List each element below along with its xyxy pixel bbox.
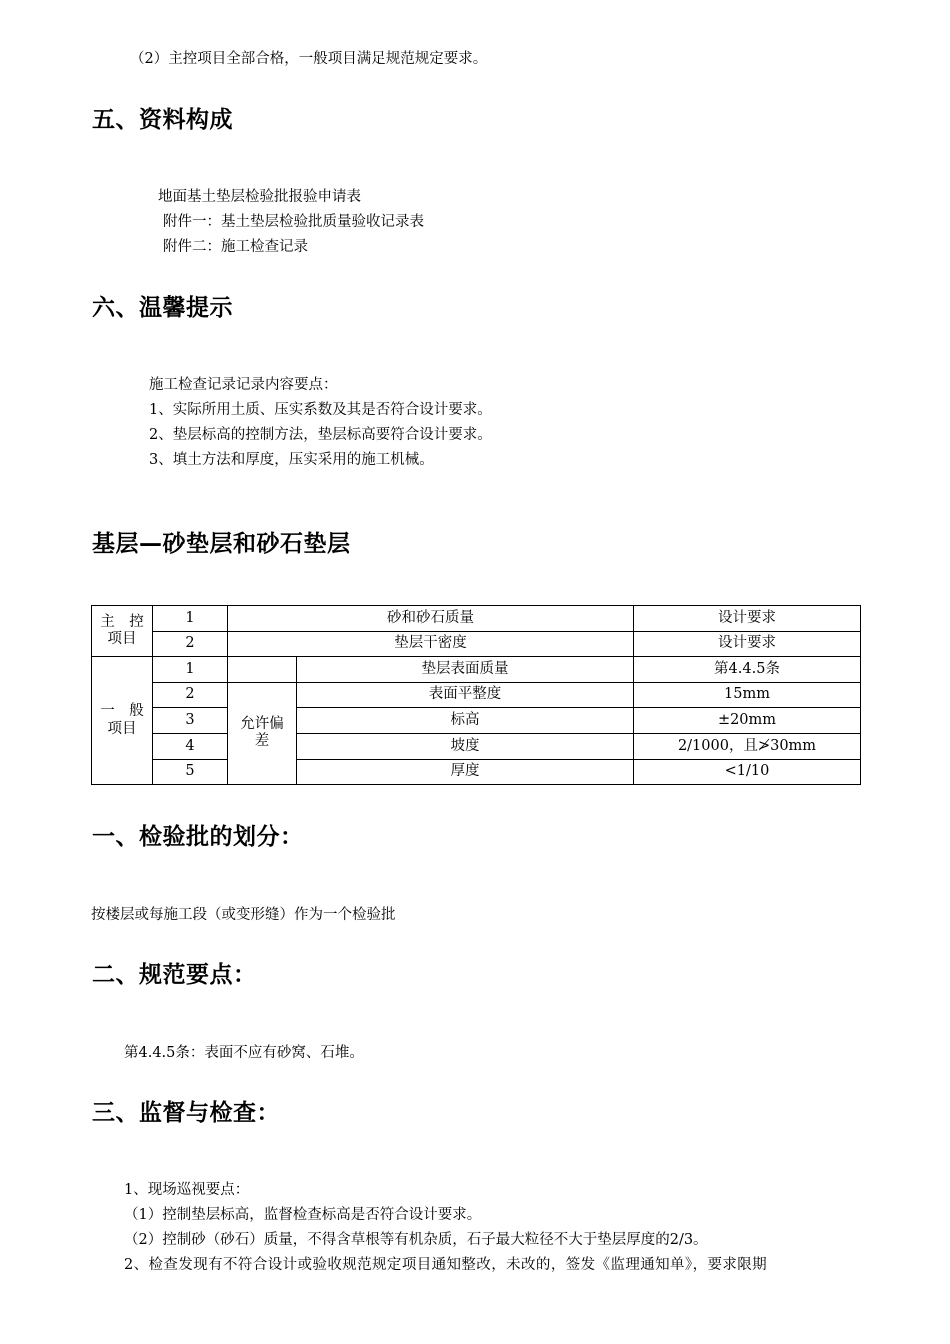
general-group-label-1: 一 般 (100, 703, 144, 720)
tolerance-label-2: 差 (254, 733, 270, 750)
section1-heading: 一、检验批的划分： (92, 824, 304, 850)
section3-line-4: 2、检查发现有不符合设计或验收规范规定项目通知整改，未改的，签发《监理通知单》，要求限期 (124, 1257, 768, 1273)
section5-line-3: 附件二：施工检查记录 (163, 239, 308, 255)
table-row (92, 657, 861, 683)
section6-heading: 六、温馨提示 (92, 295, 233, 321)
empty-cell (228, 657, 297, 683)
section5-line-1: 地面基土垫层检验批报验申请表 (158, 189, 361, 205)
item-name: 砂和砂石质量 (228, 606, 634, 632)
item-requirement: 第4.4.5条 (634, 657, 861, 683)
section3-line-1: 1、现场巡视要点： (124, 1182, 250, 1198)
section6-line-3: 2、垫层标高的控制方法，垫层标高要符合设计要求。 (149, 427, 492, 443)
tolerance-group-cell (228, 682, 297, 784)
row-number: 2 (153, 682, 228, 708)
table-row (92, 733, 861, 759)
general-group-label-2: 项目 (107, 720, 137, 737)
table-row (92, 708, 861, 734)
row-number: 2 (153, 631, 228, 657)
main-group-label-1: 主 控 (100, 613, 144, 630)
item-requirement: <1/10 (634, 759, 861, 785)
table-row (92, 606, 861, 632)
intro-line: （2）主控项目全部合格，一般项目满足规范规定要求。 (130, 51, 488, 67)
row-number: 4 (153, 733, 228, 759)
item-requirement: ±20mm (634, 708, 861, 734)
section5-heading: 五、资料构成 (92, 107, 233, 133)
item-requirement: 设计要求 (634, 606, 861, 632)
item-requirement: 15mm (634, 682, 861, 708)
general-items-group-cell (92, 657, 153, 785)
item-name: 标高 (297, 708, 634, 734)
row-number: 5 (153, 759, 228, 785)
section3-line-3: （2）控制砂（砂石）质量，不得含草根等有机杂质，石子最大粒径不大于垫层厚度的2/3。 (124, 1232, 708, 1248)
section6-line-2: 1、实际所用土质、压实系数及其是否符合设计要求。 (149, 402, 492, 418)
row-number: 1 (153, 657, 228, 683)
item-requirement: 2/1000，且≯30mm (634, 733, 861, 759)
section5-line-2: 附件一：基土垫层检验批质量验收记录表 (163, 214, 424, 230)
item-name: 表面平整度 (297, 682, 634, 708)
table-row (92, 682, 861, 708)
item-requirement: 设计要求 (634, 631, 861, 657)
main-title: 基层—砂垫层和砂石垫层 (92, 531, 351, 557)
main-items-group-cell (92, 606, 153, 657)
section1-text: 按楼层或每施工段（或变形缝）作为一个检验批 (91, 907, 396, 923)
spec-table (91, 605, 861, 785)
item-name: 垫层干密度 (228, 631, 634, 657)
section6-line-4: 3、填土方法和厚度，压实采用的施工机械。 (149, 452, 434, 468)
item-name: 坡度 (297, 733, 634, 759)
section6-line-1: 施工检查记录记录内容要点： (149, 377, 338, 393)
table-row (92, 759, 861, 785)
section3-heading: 三、监督与检查： (92, 1100, 280, 1126)
section2-text: 第4.4.5条：表面不应有砂窝、石堆。 (124, 1045, 364, 1061)
section2-heading: 二、规范要点： (92, 962, 257, 988)
tolerance-label-1: 允许偏 (240, 716, 284, 733)
section3-line-2: （1）控制垫层标高，监督检查标高是否符合设计要求。 (124, 1207, 482, 1223)
item-name: 垫层表面质量 (297, 657, 634, 683)
table-row (92, 631, 861, 657)
row-number: 1 (153, 606, 228, 632)
item-name: 厚度 (297, 759, 634, 785)
main-group-label-2: 项目 (107, 631, 137, 648)
row-number: 3 (153, 708, 228, 734)
